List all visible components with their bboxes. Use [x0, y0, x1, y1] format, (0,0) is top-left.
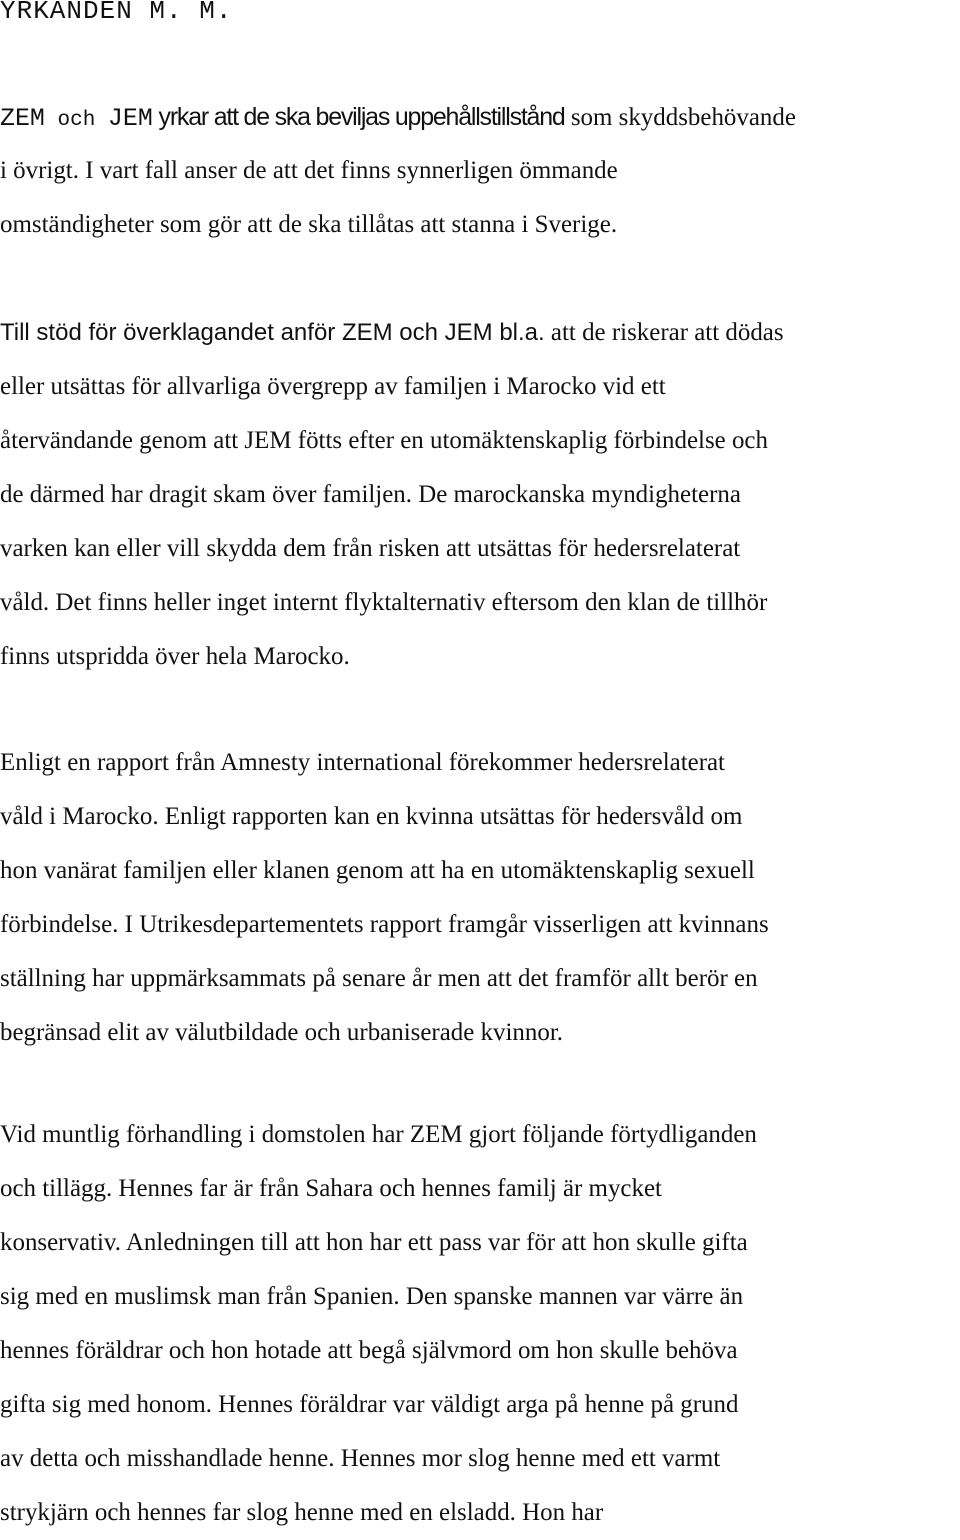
paragraph-hearing: [0, 1108, 960, 1540]
text-segment: gifta sig med honom. Hennes föräldrar var väldigt arga på henne på grund: [0, 1391, 739, 1418]
text-segment: återvändande genom att JEM fötts efter en utomäktenskaplig förbindelse och: [0, 427, 768, 454]
text-line: [0, 1378, 960, 1432]
paragraph-claims: [0, 90, 960, 252]
text-line: [0, 1216, 960, 1270]
text-segment: hon vanärat familjen eller klanen genom att ha en utomäktenskaplig sexuell: [0, 857, 755, 884]
text-segment: Vid muntlig förhandling i domstolen har ZEM gjort följande förtydliganden: [0, 1121, 757, 1148]
text-line: [0, 1006, 960, 1060]
text-line: [0, 1108, 960, 1162]
text-line: [0, 736, 960, 790]
text-segment: och tillägg. Hennes far är från Sahara och hennes familj är mycket: [0, 1175, 662, 1202]
text-segment: våld i Marocko. Enligt rapporten kan en kvinna utsättas för hedersvåld om: [0, 803, 743, 830]
text-line: [0, 1486, 960, 1540]
text-segment: förbindelse. I Utrikesdepartementets rapport framgår visserligen att kvinnans: [0, 911, 769, 938]
text-segment: att de riskerar att dödas: [544, 319, 784, 346]
text-line: [0, 90, 960, 144]
text-line: [0, 144, 960, 198]
text-line: [0, 1162, 960, 1216]
text-line: [0, 790, 960, 844]
text-segment: Enligt en rapport från Amnesty international förekommer hedersrelaterat: [0, 749, 725, 776]
text-segment: hennes föräldrar och hon hotade att begå självmord om hon skulle behöva: [0, 1337, 738, 1364]
text-line: [0, 952, 960, 1006]
text-line: [0, 198, 960, 252]
text-segment: sig med en muslimsk man från Spanien. Den spanske mannen var värre än: [0, 1283, 744, 1310]
paragraph-amnesty-report: [0, 736, 960, 1060]
text-segment: begränsad elit av välutbildade och urbaniserade kvinnor.: [0, 1019, 563, 1046]
text-segment: som skyddsbehövande: [564, 104, 796, 131]
text-segment: våld. Det finns heller inget internt flyktalternativ eftersom den klan de tillhör: [0, 589, 768, 616]
text-line: [0, 414, 960, 468]
text-segment: de därmed har dragit skam över familjen. De marockanska myndigheterna: [0, 481, 741, 508]
text-line: [0, 522, 960, 576]
text-segment: yrkar att de ska beviljas uppehållstillstånd: [152, 103, 565, 131]
text-segment: och: [44, 109, 108, 132]
text-segment: strykjärn och hennes far slog henne med en elsladd. Hon har: [0, 1499, 604, 1526]
text-segment: ställning har uppmärksammats på senare år men att det framför allt berör en: [0, 965, 758, 992]
text-segment: eller utsättas för allvarliga övergrepp av familjen i Marocko vid ett: [0, 373, 666, 400]
text-line: [0, 306, 960, 360]
text-segment: i övrigt. I vart fall anser de att det finns synnerligen ömmande: [0, 157, 618, 184]
text-segment: Till stöd för överklagandet anför ZEM och JEM bl.a.: [0, 319, 545, 346]
text-line: [0, 844, 960, 898]
text-segment: av detta och misshandlade henne. Hennes mor slog henne med ett varmt: [0, 1445, 721, 1472]
text-segment: varken kan eller vill skydda dem från risken att utsättas för hedersrelaterat: [0, 535, 741, 562]
text-line: [0, 1324, 960, 1378]
text-segment: finns utspridda över hela Marocko.: [0, 643, 350, 670]
section-heading: YRKANDEN M. M.: [0, 0, 233, 26]
text-line: [0, 898, 960, 952]
text-line: [0, 630, 960, 684]
text-segment: konservativ. Anledningen till att hon har ett pass var för att hon skulle gifta: [0, 1229, 748, 1256]
text-line: [0, 360, 960, 414]
text-line: [0, 1432, 960, 1486]
text-line: [0, 1270, 960, 1324]
paragraph-grounds: [0, 306, 960, 684]
text-segment: omständigheter som gör att de ska tillåtas att stanna i Sverige.: [0, 211, 618, 238]
party-name: JEM: [107, 105, 153, 133]
party-name: ZEM: [0, 105, 45, 133]
text-line: [0, 468, 960, 522]
text-line: [0, 576, 960, 630]
